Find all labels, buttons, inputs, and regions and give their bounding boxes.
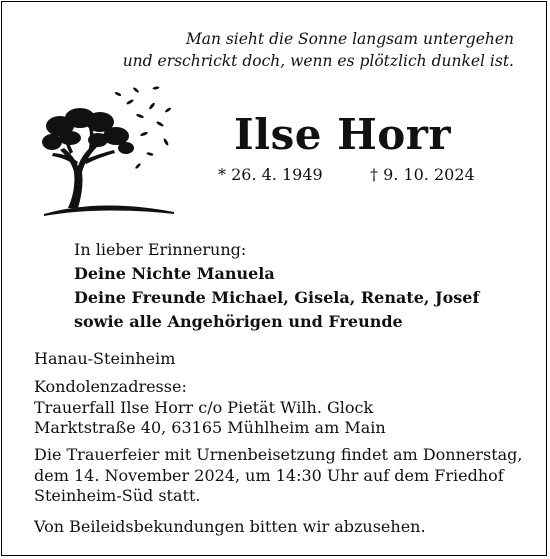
obituary-card <box>1 1 547 556</box>
ceremony-info <box>34 445 523 507</box>
tree-icon <box>40 80 176 218</box>
address-line: Marktstraße 40, 63165 Mühlheim am Main <box>34 418 386 437</box>
quote-line-1: Man sieht die Sonne langsam untergehen <box>185 30 514 48</box>
quote-line-2: und erschrickt doch, wenn es plötzlich dunkel ist. <box>122 52 514 70</box>
birth-date: * 26. 4. 1949 <box>218 165 323 184</box>
address-line: Trauerfall Ilse Horr c/o Pietät Wilh. Glock <box>34 397 374 417</box>
memorial-quote <box>123 28 514 72</box>
mourners-intro: In lieber Erinnerung: <box>74 240 247 259</box>
address-label: Kondolenzadresse: <box>34 377 187 396</box>
ceremony-line: dem 14. November 2024, um 14:30 Uhr auf dem Friedhof <box>34 465 504 485</box>
mourner-line: Deine Freunde Michael, Gisela, Renate, Josef <box>74 288 480 307</box>
condolence-notice: Von Beileidsbekundungen bitten wir abzusehen. <box>34 517 426 536</box>
mourner-line: sowie alle Angehörigen und Freunde <box>74 312 403 331</box>
mourners-block <box>74 238 479 334</box>
ceremony-line: Die Trauerfeier mit Urnenbeisetzung findet am Donnerstag, <box>34 445 523 464</box>
deceased-name: Ilse Horr <box>234 110 452 159</box>
condolence-address <box>34 377 386 439</box>
death-date: † 9. 10. 2024 <box>370 165 475 184</box>
mourner-line: Deine Nichte Manuela <box>74 264 275 283</box>
place-line: Hanau-Steinheim <box>34 349 176 368</box>
ceremony-line: Steinheim-Süd statt. <box>34 486 201 505</box>
